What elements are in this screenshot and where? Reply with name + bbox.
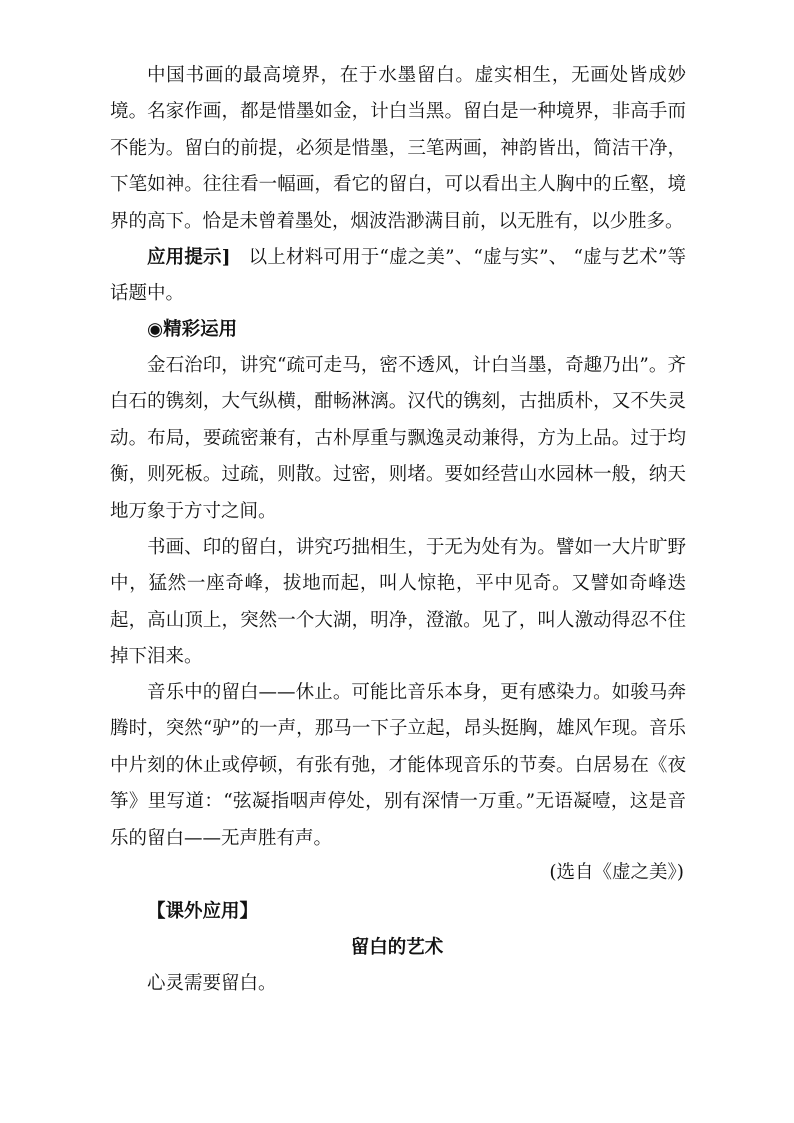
application-tip: [110, 240, 686, 313]
section-heading-extracurricular: 【课外应用】: [147, 901, 259, 922]
tip-text: 以上材料可用于“虚之美”、“虚与实”、 “虚与艺术”等话题中。: [110, 247, 686, 305]
section-heading-usage: ◉精彩运用: [147, 319, 238, 340]
source-citation: (选自《虚之美》): [549, 862, 684, 883]
paragraph-heart-blank: 心灵需要留白。: [147, 973, 277, 994]
paragraph-music-rest: 音乐中的留白——休止。可能比音乐本身，更有感染力。如骏马奔腾时，突然“驴”的一声，那马一下子立起，昂头挺胸，雄风乍现。音乐中片刻的休止或停顿，有张有弛，才能体现音乐的节奏。白居易在《夜筝》里写道：“弦凝指咽声停处，别有深情一万重。”无语凝噎，这是音乐的留白——无声胜有声。: [110, 682, 686, 849]
paragraph-seal-carving: 金石治印，讲究“疏可走马，密不透风，计白当墨，奇趣乃出”。齐白石的镌刻，大气纵横，酣畅淋漓。汉代的镌刻，古拙质朴，又不失灵动。布局，要疏密兼有，古朴厚重与飘逸灵动兼得，方为上品。过于均衡，则死板。过疏，则散。过密，则堵。要如经营山水园林一般，纳天地万象于方寸之间。: [110, 355, 686, 522]
paragraph-ink-wash: 中国书画的最高境界，在于水墨留白。虚实相生，无画处皆成妙境。名家作画，都是惜墨如金，计白当黑。留白是一种境界，非高手而不能为。留白的前提，必须是惜墨，三笔两画，神韵皆出，简洁干净，下笔如神。往往看一幅画，看它的留白，可以看出主人胸中的丘壑，境界的高下。恰是未曾着墨处，烟波浩渺满目前，以无胜有，以少胜多。: [110, 65, 686, 232]
tip-label: 应用提示]: [147, 247, 231, 268]
paragraph-calligraphy-blank: 书画、印的留白，讲究巧拙相生，于无为处有为。譬如一大片旷野中，猛然一座奇峰，拔地而起，叫人惊艳，平中见奇。又譬如奇峰迭起，高山顶上，突然一个大湖，明净，澄澈。见了，叫人激动得忍不住掉下泪来。: [110, 537, 686, 668]
article-title: 留白的艺术: [350, 937, 444, 958]
